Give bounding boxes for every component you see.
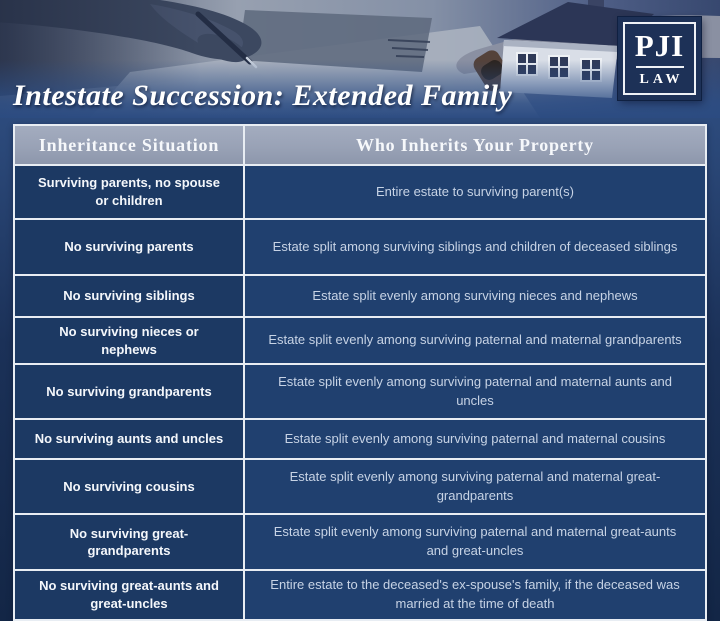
table-row [15, 164, 705, 218]
situation-cell: Surviving parents, no spouse or children [15, 166, 245, 218]
pji-law-logo [618, 17, 701, 100]
inheritance-table [13, 124, 707, 621]
inherits-cell [245, 276, 705, 316]
table-row [15, 458, 705, 513]
situation-cell: No surviving parents [15, 220, 245, 274]
inherits-cell [245, 166, 705, 218]
column-header-situation: Inheritance Situation [15, 126, 245, 164]
table-header-row [15, 126, 705, 164]
inherits-text: Entire estate to the deceased's ex-spouse's family, if the deceased was married at the time of death [270, 577, 680, 611]
table-row [15, 513, 705, 569]
situation-cell: No surviving great-grandparents [15, 515, 245, 569]
table-row [15, 418, 705, 458]
inherits-cell [245, 318, 705, 363]
situation-cell: No surviving aunts and uncles [15, 420, 245, 458]
table-row [15, 316, 705, 363]
inherits-cell [245, 571, 705, 619]
inherits-text: Estate split evenly among surviving paternal and maternal grandparents [268, 332, 682, 348]
logo-acronym: PJI [634, 27, 685, 63]
column-header-inherits: Who Inherits Your Property [245, 126, 705, 164]
inherits-text: Estate split evenly among surviving paternal and maternal aunts and uncles [278, 373, 672, 408]
logo-divider [636, 66, 684, 68]
inherits-cell [245, 460, 705, 513]
situation-cell: No surviving siblings [15, 276, 245, 316]
logo-word: LAW [639, 71, 684, 87]
inherits-text: Estate split evenly among surviving paternal and maternal great-aunts and great-uncles [273, 524, 677, 559]
inherits-text: Estate split evenly among surviving paternal and maternal great-grandparents [289, 468, 661, 503]
inherits-text: Estate split evenly among surviving nieces and nephews [312, 287, 638, 303]
situation-cell: No surviving great-aunts and great-uncles [15, 571, 245, 619]
pji-law-logo-inner [623, 22, 696, 95]
situation-cell: No surviving nieces or nephews [15, 318, 245, 363]
table-row [15, 569, 705, 619]
situation-cell: No surviving grandparents [15, 365, 245, 418]
inherits-cell [245, 220, 705, 274]
inherits-text: Entire estate to surviving parent(s) [376, 183, 574, 199]
inherits-text: Estate split among surviving siblings and children of deceased siblings [272, 238, 678, 254]
table-row [15, 363, 705, 418]
situation-cell: No surviving cousins [15, 460, 245, 513]
inherits-text: Estate split evenly among surviving paternal and maternal cousins [284, 430, 666, 446]
page-title: Intestate Succession: Extended Family [13, 79, 513, 112]
inherits-cell [245, 420, 705, 458]
inherits-cell [245, 515, 705, 569]
inherits-cell [245, 365, 705, 418]
header-photo [0, 0, 720, 118]
table-row [15, 218, 705, 274]
table-row [15, 274, 705, 316]
